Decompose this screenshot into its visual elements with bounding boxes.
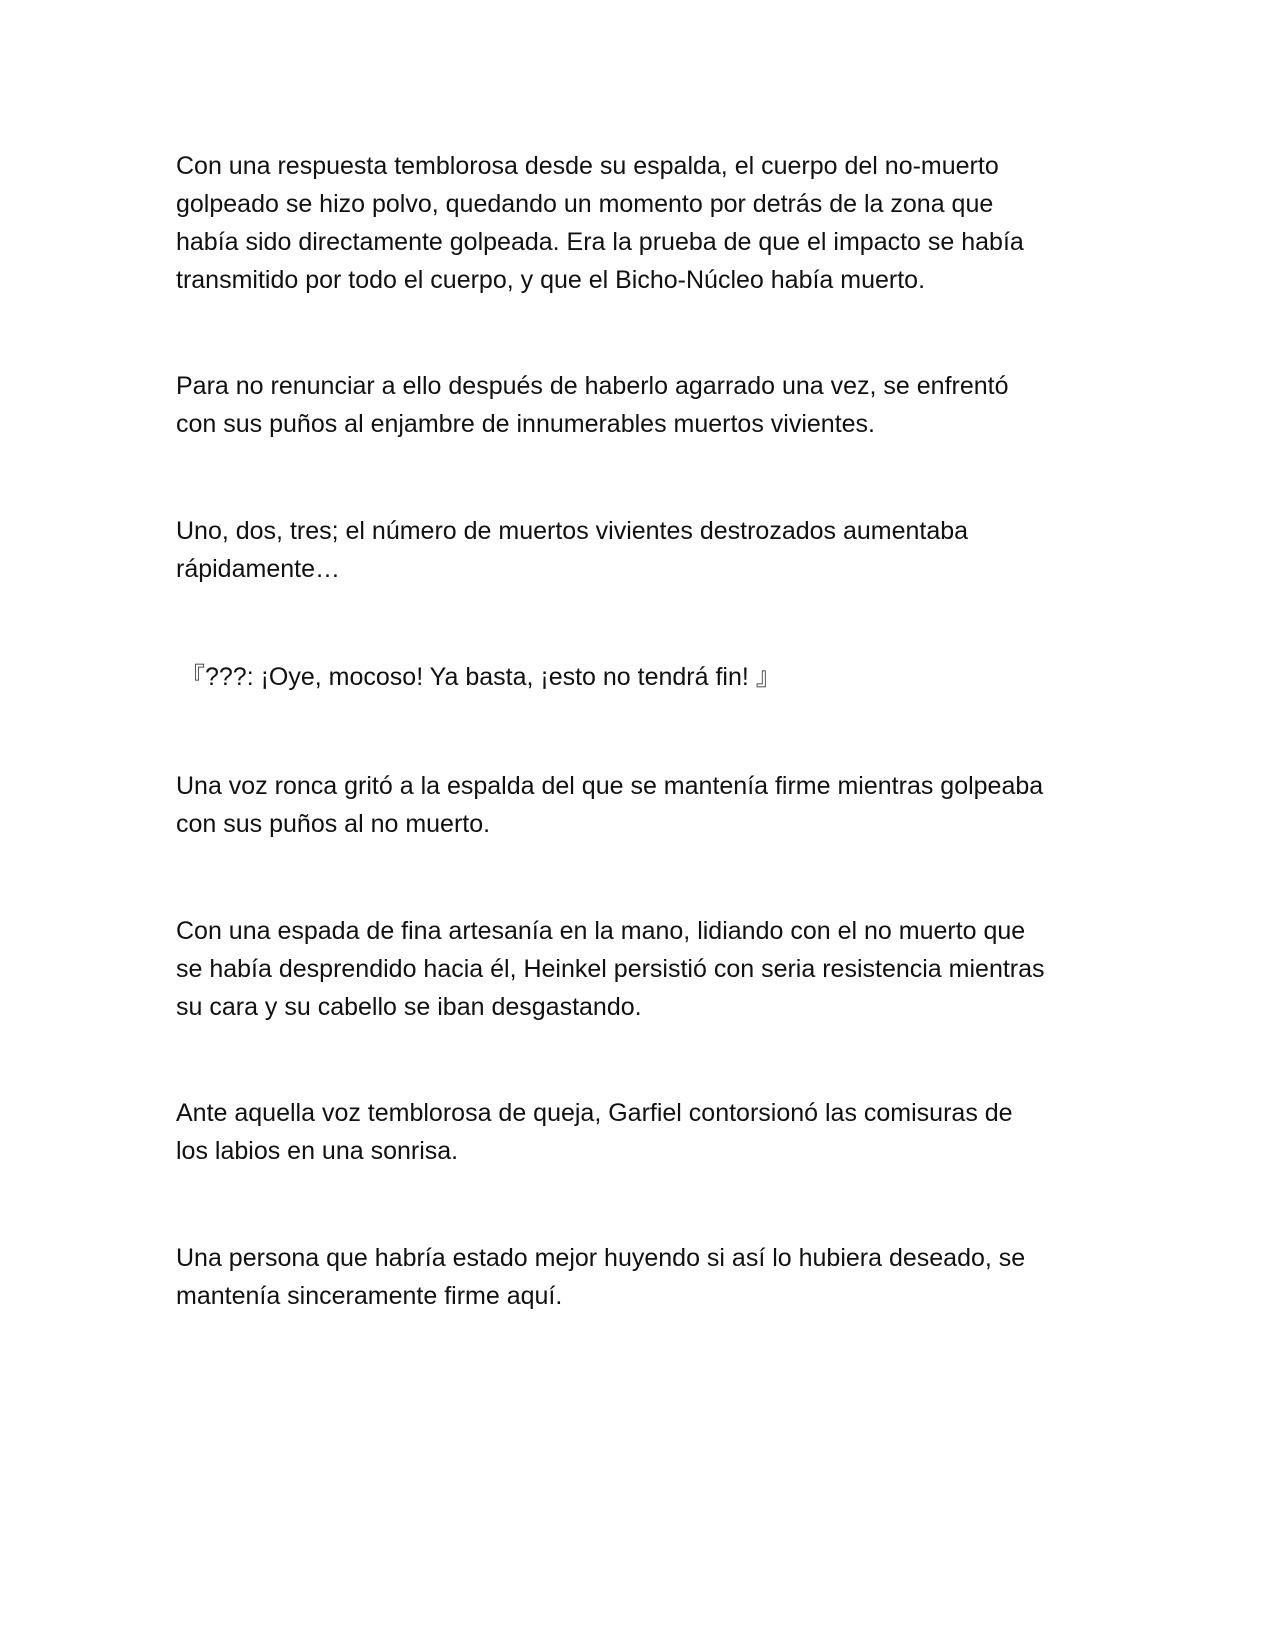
dialogue-line: 『???: ¡Oye, mocoso! Ya basta, ¡esto no tendrá fin! 』 — [180, 663, 781, 691]
paragraph-4: Una voz ronca gritó a la espalda del que se mantenía firme mientras golpeaba con sus puños al no muerto. — [176, 772, 1044, 838]
paragraph-3: Uno, dos, tres; el número de muertos vivientes destrozados aumentaba rápidamente… — [176, 517, 969, 583]
paragraph-1: Con una respuesta temblorosa desde su espalda, el cuerpo del no-muerto golpeado se hizo polvo, quedando un momento por detrás de la zona que había sido directamente golpeada. Era la prueba de que el impacto se había transmitido por todo el cuerpo, y que el Bicho-Núcleo había muerto. — [176, 152, 1024, 294]
paragraph-2: Para no renunciar a ello después de haberlo agarrado una vez, se enfrentó con sus puños al enjambre de innumerables muertos vivientes. — [176, 372, 1009, 438]
paragraph-5: Con una espada de fina artesanía en la mano, lidiando con el no muerto que se había desprendido hacia él, Heinkel persistió con seria resistencia mientras su cara y su cabello se iban desgastando. — [176, 917, 1045, 1021]
paragraph-7: Una persona que habría estado mejor huyendo si así lo hubiera deseado, se mantenía sinceramente firme aquí. — [176, 1244, 1026, 1310]
paragraph-6: Ante aquella voz temblorosa de queja, Garfiel contorsionó las comisuras de los labios en una sonrisa. — [176, 1099, 1013, 1165]
